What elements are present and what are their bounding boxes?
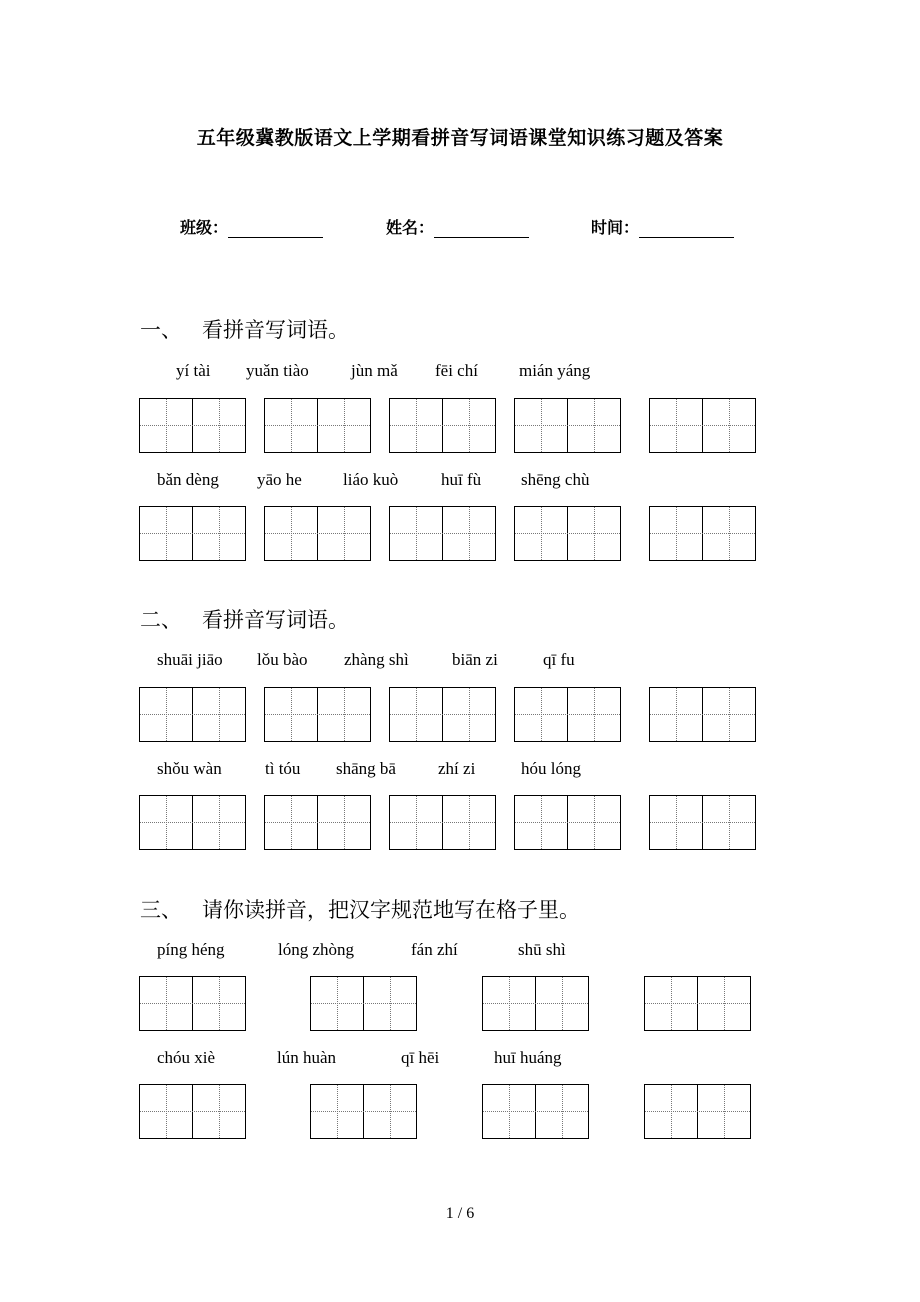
pinyin-label: shuāi jiāo: [157, 650, 223, 669]
pinyin-label: zhí zi: [438, 759, 476, 778]
writing-box[interactable]: [482, 1084, 589, 1139]
pinyin-label: jùn mǎ: [351, 361, 398, 380]
pinyin-label: lóng zhòng: [278, 940, 355, 959]
pinyin-label: huī fù: [441, 470, 482, 489]
writing-box[interactable]: [264, 795, 371, 850]
pinyin-label: qī hēi: [401, 1048, 440, 1067]
pinyin-label: fēi chí: [435, 361, 478, 380]
pinyin-label: shēng chù: [521, 470, 590, 489]
pinyin-label: bǎn dèng: [157, 470, 219, 489]
name-label: 姓名：: [386, 218, 435, 237]
class-field: [180, 215, 323, 238]
writing-box[interactable]: [644, 1084, 751, 1139]
writing-box[interactable]: [139, 795, 246, 850]
writing-box[interactable]: [389, 795, 496, 850]
writing-box[interactable]: [139, 506, 246, 561]
writing-box[interactable]: [514, 687, 621, 742]
writing-box[interactable]: [514, 506, 621, 561]
writing-box[interactable]: [649, 506, 756, 561]
writing-box[interactable]: [264, 398, 371, 453]
class-blank: [228, 220, 323, 238]
pinyin-label: shǒu wàn: [157, 759, 222, 778]
document-title: 五年级冀教版语文上学期看拼音写词语课堂知识练习题及答案: [196, 127, 724, 149]
writing-box[interactable]: [649, 795, 756, 850]
pinyin-label: lún huàn: [277, 1048, 337, 1067]
writing-box[interactable]: [264, 687, 371, 742]
pinyin-label: píng héng: [157, 940, 225, 959]
pinyin-label: hóu lóng: [521, 759, 581, 778]
writing-box[interactable]: [139, 1084, 246, 1139]
writing-box[interactable]: [389, 506, 496, 561]
pinyin-label: chóu xiè: [157, 1048, 216, 1067]
section-2-number: 二、: [140, 608, 182, 632]
pinyin-label: fán zhí: [411, 940, 458, 959]
writing-box[interactable]: [514, 795, 621, 850]
writing-box[interactable]: [139, 976, 246, 1031]
pinyin-label: shū shì: [518, 940, 566, 959]
writing-box[interactable]: [649, 687, 756, 742]
section-2-instruction: 看拼音写词语。: [202, 608, 349, 632]
writing-box[interactable]: [310, 1084, 417, 1139]
section-2-heading: [140, 604, 349, 634]
writing-box[interactable]: [644, 976, 751, 1031]
writing-box[interactable]: [482, 976, 589, 1031]
pinyin-label: mián yáng: [519, 361, 591, 380]
pinyin-label: liáo kuò: [343, 470, 399, 489]
pinyin-label: tì tóu: [265, 759, 301, 778]
name-blank: [434, 220, 529, 238]
section-1-number: 一、: [140, 318, 182, 342]
pinyin-label: zhàng shì: [344, 650, 409, 669]
class-label: 班级：: [180, 218, 229, 237]
time-field: [591, 215, 734, 238]
section-3-instruction: 请你读拼音，把汉字规范地写在格子里。: [202, 898, 580, 922]
time-label: 时间：: [591, 218, 640, 237]
section-3-number: 三、: [140, 898, 182, 922]
section-1-instruction: 看拼音写词语。: [202, 318, 349, 342]
writing-box[interactable]: [139, 398, 246, 453]
pinyin-label: lǒu bào: [257, 650, 308, 669]
writing-box[interactable]: [389, 687, 496, 742]
pinyin-label: yuǎn tiào: [246, 361, 309, 380]
writing-box[interactable]: [514, 398, 621, 453]
pinyin-label: biān zi: [452, 650, 498, 669]
pinyin-label: yí tài: [176, 361, 211, 380]
writing-box[interactable]: [649, 398, 756, 453]
pinyin-label: qī fu: [543, 650, 575, 669]
pinyin-label: huī huáng: [494, 1048, 562, 1067]
writing-box[interactable]: [310, 976, 417, 1031]
writing-box[interactable]: [264, 506, 371, 561]
section-1-heading: [140, 314, 349, 344]
writing-box[interactable]: [139, 687, 246, 742]
name-field: [386, 215, 529, 238]
pinyin-label: yāo he: [257, 470, 302, 489]
time-blank: [639, 220, 734, 238]
pinyin-label: shāng bā: [336, 759, 396, 778]
writing-box[interactable]: [389, 398, 496, 453]
section-3-heading: [140, 894, 580, 924]
page-number: 1 / 6: [445, 1205, 475, 1222]
